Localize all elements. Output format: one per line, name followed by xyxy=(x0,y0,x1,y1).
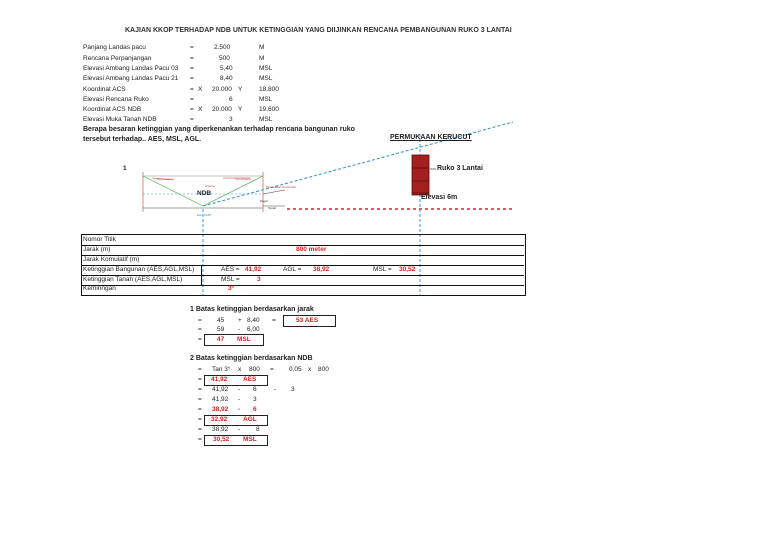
calc-eq: = xyxy=(198,336,202,343)
page-title: KAJIAN KKOP TERHADAP NDB UNTUK KETINGGIAN YANG DIIJINKAN RENCANA PEMBANGUNAN RUKO 3 LANTAI xyxy=(125,27,512,34)
param-value: 20.000 xyxy=(212,86,232,93)
param-unit: MSL xyxy=(259,75,273,82)
calc-operand: 6,00 xyxy=(247,326,260,333)
tiny-label: Tepi Antena xyxy=(157,177,173,181)
table-row xyxy=(81,285,524,295)
msl-label: MSL = xyxy=(373,266,392,273)
param-label: Koordinat ACS NDB xyxy=(83,106,142,113)
param-label: Panjang Landas pacu xyxy=(83,44,146,51)
calc-eq: = xyxy=(198,406,202,413)
calc-eq: = xyxy=(270,366,274,373)
calc-operand: 41,92 xyxy=(212,396,229,403)
row-label: Jarak Komulatif (m) xyxy=(83,256,140,263)
calc-operand: 59 xyxy=(217,326,225,333)
param-x: X xyxy=(198,86,203,93)
param-value2: 19.600 xyxy=(259,106,279,113)
param-eq: = xyxy=(190,65,194,72)
calc-eq: = xyxy=(198,426,202,433)
calc-eq: = xyxy=(198,396,202,403)
right-slope xyxy=(203,176,263,206)
elevation-label: Elevasi 6m xyxy=(421,194,458,201)
param-eq: = xyxy=(190,55,194,62)
row-label: Ketinggian Tanah (AES,AGL,MSL) xyxy=(83,276,183,283)
calc-operator: - xyxy=(274,386,277,393)
calc-operator: - xyxy=(238,396,241,403)
param-value: 20.000 xyxy=(212,106,232,113)
result-box xyxy=(204,435,268,446)
calc-eq: = xyxy=(198,317,202,324)
calc-eq: = xyxy=(198,326,202,333)
aes-label: AES = xyxy=(221,266,240,273)
row-label: Ketinggian Bangunan (AES,AGL,MSL) xyxy=(83,266,195,273)
param-eq: = xyxy=(190,96,194,103)
tiny-label: Permukaan Horizontal xyxy=(266,185,296,189)
calc-operand: 38,92 xyxy=(212,406,229,413)
edge-line xyxy=(263,190,285,194)
param-label: Koordinat ACS xyxy=(83,86,126,93)
table-divider xyxy=(201,265,202,285)
tiny-label: Tepi Antena xyxy=(235,177,251,181)
calc-result: 32,92 xyxy=(211,416,228,423)
tiny-label: Pagar xyxy=(260,199,269,203)
calc-operator: x xyxy=(308,366,312,373)
question-text: Berapa besaran ketinggian yang diperkenankan terhadap rencana bangunan ruko xyxy=(83,126,355,133)
calc-eq: = xyxy=(198,376,202,383)
param-eq: = xyxy=(190,75,194,82)
figure-number: 1 xyxy=(123,165,127,172)
row-label: Jarak (m) xyxy=(83,246,111,253)
calc-unit: MSL xyxy=(243,436,257,443)
calc-operator: - xyxy=(238,326,241,333)
calc-operand: 45 xyxy=(217,317,225,324)
param-label: Elevasi Rencana Ruko xyxy=(83,96,149,103)
msl-value: 3 xyxy=(257,276,261,283)
left-slope xyxy=(143,176,203,206)
result-box xyxy=(204,415,268,426)
param-value: 6 xyxy=(229,96,233,103)
calc-operand: 800 xyxy=(249,366,260,373)
param-unit: MSL xyxy=(259,116,273,123)
calc-operand: 6 xyxy=(253,406,257,413)
calc-operator: - xyxy=(238,386,241,393)
calc-unit: MSL xyxy=(237,336,251,343)
param-unit: M xyxy=(259,55,265,62)
msl-value: 30,52 xyxy=(399,266,416,273)
param-eq: = xyxy=(190,116,194,123)
calc-operand: 3 xyxy=(291,386,295,393)
param-label: Elevasi Muka Tanah NDB xyxy=(83,116,157,123)
param-x: X xyxy=(198,106,203,113)
param-eq: = xyxy=(190,86,194,93)
agl-value: 38,92 xyxy=(313,266,330,273)
msl-label: MSL = xyxy=(221,276,240,283)
param-y: Y xyxy=(238,86,243,93)
calc-heading: 1 Batas ketinggian berdasarkan jarak xyxy=(190,306,314,313)
param-value: 3 xyxy=(229,116,233,123)
calc-operand: 41,92 xyxy=(212,386,229,393)
param-unit: M xyxy=(259,44,265,51)
param-eq: = xyxy=(190,106,194,113)
tiny-label: Elev. NDB xyxy=(197,213,211,217)
agl-label: AGL = xyxy=(283,266,302,273)
calc-eq: = xyxy=(198,416,202,423)
calc-heading: 2 Batas ketinggian berdasarkan NDB xyxy=(190,355,313,362)
calc-result: 30,52 xyxy=(213,436,230,443)
calc-result: 41,92 xyxy=(211,376,228,383)
calc-operand: 3 xyxy=(253,396,257,403)
ruko-building xyxy=(412,155,436,195)
calc-eq: = xyxy=(198,386,202,393)
calc-operand: Tan 3° xyxy=(212,366,231,373)
calc-operator: - xyxy=(238,426,241,433)
calc-eq: = xyxy=(198,436,202,443)
result-box xyxy=(204,334,264,346)
calc-operand: 800 xyxy=(318,366,329,373)
tiny-label: Tanah xyxy=(268,206,277,210)
calc-operand: 8 xyxy=(256,426,260,433)
conical-surface-label: PERMUKAAN KERUCUT xyxy=(390,134,472,141)
calc-operator: - xyxy=(238,406,241,413)
calc-operand: 38,92 xyxy=(212,426,229,433)
param-eq: = xyxy=(190,44,194,51)
param-value: 2.500 xyxy=(214,44,231,51)
param-label: Elevasi Ambang Landas Pacu 03 xyxy=(83,65,179,72)
calc-operand: 8,40 xyxy=(247,317,260,324)
calc-result: 47 xyxy=(217,336,225,343)
calc-operand: 6 xyxy=(253,386,257,393)
result-box xyxy=(204,375,268,386)
param-unit: MSL xyxy=(259,96,273,103)
calc-eq: = xyxy=(198,366,202,373)
calc-eq: = xyxy=(272,317,276,324)
calc-operator: x xyxy=(238,366,242,373)
param-value: 500 xyxy=(219,55,230,62)
question-text: tersebut terhadap.. AES, MSL, AGL. xyxy=(83,136,202,143)
param-label: Rencana Perpanjangan xyxy=(83,55,152,62)
result-box xyxy=(283,315,336,327)
aes-value: 41,92 xyxy=(245,266,262,273)
tiny-label: Antena xyxy=(205,184,215,188)
param-value: 5,40 xyxy=(220,65,233,72)
calc-result: 53 AES xyxy=(296,317,319,324)
calc-operand: 0,05 xyxy=(289,366,302,373)
row-label: Kemiringan xyxy=(83,285,116,292)
slope-value: 3° xyxy=(228,285,235,292)
param-value2: 18.800 xyxy=(259,86,279,93)
calc-unit: AES xyxy=(243,376,257,383)
distance-value: 800 meter xyxy=(296,246,327,253)
calc-operator: + xyxy=(238,317,242,324)
ruko-label: Ruko 3 Lantai xyxy=(437,165,483,172)
row-label: Nomor Titik xyxy=(83,236,116,243)
calc-unit: AGL xyxy=(243,416,257,423)
ndb-label: NDB xyxy=(197,190,212,197)
param-label: Elevasi Ambang Landas Pacu 21 xyxy=(83,75,179,82)
param-unit: MSL xyxy=(259,65,273,72)
param-y: Y xyxy=(238,106,243,113)
param-value: 8,40 xyxy=(220,75,233,82)
